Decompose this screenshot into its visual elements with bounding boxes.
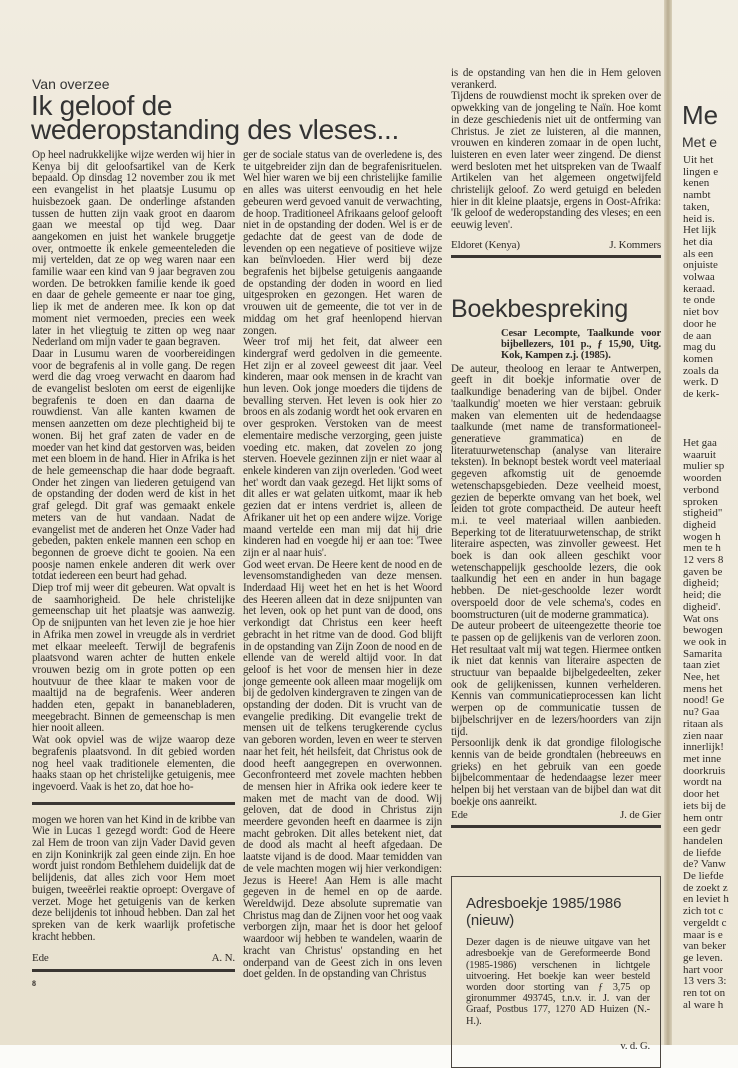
text-line: vergeldt c — [683, 916, 727, 929]
next-page-text-top — [683, 155, 719, 401]
text-line: de? Vanw — [683, 858, 726, 871]
text-line: taan ziet — [683, 659, 720, 672]
text-line: hem ontr — [683, 811, 723, 824]
column-1 — [32, 150, 235, 990]
signature — [451, 240, 661, 252]
divider — [32, 802, 235, 805]
paragraph: Weer trof mij het feit, dat alweer een kindergraf werd gedolven in die gemeente. Het zijn er al zoveel geweest dit jaar. Veel kinderen, maar ook mensen in de kracht van hun leven. Ook jonge moeders die tijdens de bevalling sterven. Het leven is ook hier zo broos en als zodanig wordt het ook ervaren en over gesproken. Verstoken van de meest elementaire medische verzorging, geen juiste voeding etc. maken, dat zovelen zo jong sterven. Hoevele gezinnen zijn er niet waar al enkele kinderen van zijn overleden. 'God weet het' wordt dan vaak gezegd. Het lijkt soms of dit alles er wat gelaten uitkomt, maar ik heb gezien dat er intens verdriet is, alleen de Afrikaner uit het op een andere wijze. Vorige maand vertelde een man mij dat hij drie kinderen had en voegde hij er aan toe: 'Twee zijn er al naar huis'. — [243, 336, 442, 559]
title-line: wederopstanding des vleses... — [31, 114, 399, 145]
text-line: ritaan als — [683, 717, 724, 730]
text-line: woorden — [683, 472, 722, 485]
text-line: zien naar — [683, 729, 723, 742]
text-line: maar is e — [683, 928, 723, 941]
article-column-2 — [243, 150, 442, 981]
text-line: mag du — [683, 341, 716, 354]
text-line: mulier sp — [683, 460, 725, 473]
text-line: waaruit — [683, 448, 716, 461]
next-page-text-bottom — [683, 438, 729, 1011]
text-line: ren tot on — [683, 987, 726, 1000]
text-line: Samarita — [683, 647, 723, 660]
text-line: ge leven. — [683, 951, 723, 964]
text-line: handelen — [683, 834, 723, 847]
text-line: verbond — [683, 483, 720, 496]
text-line: stigheid" — [683, 507, 723, 520]
article-column-3 — [451, 68, 661, 232]
signature — [451, 810, 661, 822]
paragraph: Op heel nadrukkelijke wijze werden wij hier in Kenya bij dit geloofsartikel van de Kerk bepaald. Op dinsdag 12 november zou ik met een evangelist in het plaatsje Lusumu op huisbezoek gaan. De onderlinge afstanden tussen de hutten zijn vaak groot en daarom gaan we meestal op tijd weg. Daar aangekomen en juist het wankele bruggetje over, ontmoette ik enkele gemeenteleden die mij vertelden, dat ze op weg waren naar een familie waar een kind van 9 jaar begraven zou worden. De betrokken familie kende ik goed en daar de gehele gemeente er naar toe ging, liep ik met de anderen mee. Ik kon op dat moment niet vermoeden, precies een week later in het vliegtuig te zitten op weg naar Nederland om mijn vader te gaan begraven. — [32, 149, 235, 349]
text-line: digheid; — [683, 577, 720, 590]
text-line: Wat ons — [683, 612, 719, 625]
text-line: Uit het — [683, 154, 714, 166]
notice-title-line: Adresboekje 1985/1986 — [466, 895, 622, 913]
text-line: de liefde — [683, 846, 722, 859]
text-line: doorkruis — [683, 764, 726, 777]
text-line: we ook in — [683, 635, 727, 648]
book-info: Cesar Lecompte, Taalkunde voor bijbellezers, 101 p., ƒ 15,90, Uitg. Kok, Kampen z.j. (1985). — [501, 327, 661, 362]
notice-box — [451, 876, 661, 1067]
text-line: bewogen — [683, 624, 723, 637]
text-line: keraad. — [683, 282, 716, 295]
notice-signature: v. d. G. — [620, 1040, 650, 1052]
text-line: sproken — [683, 495, 718, 508]
paragraph: Daar in Lusumu waren de voorbereidingen voor de begrafenis al in volle gang. De regen werd die dag vroeg verwacht en daarom had de evangelist besloten om eerst de eigenlijke begrafenis te doen en dan daarna de rouwdienst. Van alle kanten kwamen de mensen aanzetten om deze plechtigheid bij te wonen. Bij het graf zaten de vader en de moeder van het kind dat gestorven was, beiden met een bloem in de hand. Hier in Afrika is het de hele gemeenschap die haar dode begraaft. Onder het zingen van liederen getuigend van de opstanding der doden werd de kist in het graf gelegd. Dit graf was gemaakt enkele meters van de hut vandaan. Nadat de evangelist met de anderen het Onze Vader had gebeden, pakten enkele mannen een schop en begonnen de groeve dicht te gooien. Na een poosje namen enkele anderen dit werk over totdat iedereen een beurt had gehad. — [32, 347, 235, 583]
paragraph: De auteur, theoloog en leraar te Antwerpen, geeft in dit boekje informatie over de taalkundige benadering van de bijbel. Onder 'taalkundig' moeten we hier verstaan: gebruik maken van elementen uit de hedendaagse taalkunde (met name de transformationeel-generatieve grammatica) en de literatuurwetenschap (analyse van literaire teksten). In beknopt bestek wordt veel materiaal gegeven afkomstig uit de genoemde wetenschapsgebieden. Deze veelheid moest, gezien de beperkte omvang van het boek, wel leiden tot grote compactheid. De auteur heeft m.i. te veel materiaal willen aanbieden. Beperking tot de literatuurwetenschap, de strikt literaire aspecten, was zinvoller geweest. Het boek is dan ook alleen geschikt voor wetenschappelijk geschoolde lezers, die ook taalkundig het een en ander in hun bagage hebben. De niet-geschoolde lezer wordt overspoeld door de vele schema's, codes en boomstructuren (uit de moderne grammatica). — [451, 362, 661, 621]
text-line: 12 vers 8 — [683, 554, 724, 567]
signature-place: Eldoret (Kenya) — [451, 238, 520, 251]
article-title — [31, 90, 399, 145]
text-line: innerlijk! — [683, 741, 724, 754]
magazine-page-right — [672, 0, 738, 1045]
paragraph: Wat ook opviel was de wijze waarop deze begrafenis plaatsvond. In dit gebied worden nog heel vaak traditionele elementen, die haaks staan op het christelijke getuigenis, mee ingevoerd. Vaak is het zo, dat hoe ho- — [32, 734, 235, 793]
notice-title-line: (nieuw) — [466, 912, 515, 930]
text-line: lingen e — [683, 165, 719, 178]
text-line: door het — [683, 788, 720, 801]
text-line: de kerk- — [683, 388, 720, 401]
text-line: digheid'. — [683, 600, 721, 613]
text-line: nood! Ge — [683, 694, 725, 707]
text-line: al ware h — [683, 998, 724, 1011]
paragraph: ger de sociale status van de overledene is, des te uitgebreider zijn dan de begrafenisrituelen. Wel hier waren we bij een christelijke familie en alles was uiterst eenvoudig en het hele gebeuren werd gevoed vanuit de verwachting, de hoop. Traditioneel Afrikaans geloof gelooft niet in de opstanding der doden. Wel is er de gedachte dat de geest van de dode de levenden op een negatieve of positieve wijze kan beïnvloeden. Hier werd bij deze begrafenis het bijbelse getuigenis aangaande de opstanding der doden in woord en lied uitgesproken en gezongen. Het waren de vrouwen uit de gemeente, die tot ver in de middag om het graf heenlopend hiervan zongen. — [243, 149, 442, 337]
text-line: van beker — [683, 940, 727, 953]
text-line: iets bij de — [683, 799, 726, 812]
column-3 — [451, 68, 661, 1068]
signature-author: J. de Gier — [620, 809, 661, 822]
text-line: nambt — [683, 189, 711, 202]
text-line: en leviet h — [683, 893, 729, 906]
page-number: 8 — [32, 979, 36, 989]
text-line: het dia — [683, 235, 713, 248]
text-line: gaven be — [683, 565, 723, 578]
text-line: Het lijk — [683, 224, 717, 237]
text-line: een gedr — [683, 823, 721, 836]
text-line: te onde — [683, 294, 716, 307]
text-line: zich tot c — [683, 905, 724, 918]
divider — [451, 825, 661, 828]
paragraph: Persoonlijk denk ik dat grondige filologische kennis van de beide grondtalen (hebreeuws en grieks) en het gebruik van een goede bijbelcommentaar de hedendaagse lezer meer helpen bij het verstaan van de bijbel dan wat dit boekje ons aanreikt. — [451, 737, 661, 808]
paragraph: God weet ervan. De Heere kent de nood en de levensomstandigheden van deze mensen. Inderdaad Hij weet het en het is het Woord des Heeren alleen dat in deze snijpunten van het leven, ook op het punt van de dood, ons verkondigt dat Christus een keer heeft gebracht in het ritme van de dood. God blijft in de opstanding van Zijn Zoon de nood en de ellende van de wereld altijd voor. In dat geloof is het voor de mensen hier in deze jonge gemeente ook alleen maar mogelijk om bij de gedolven kindergraven te zingen van de opstanding der doden. Dit is vrucht van de evangelie prediking. Dit evangelie trekt de mensen uit de telkens terugkerende cyclus van geboren worden, leven en weer te sterven naar het feit, hét heilsfeit, dat Christus ook de dood heeft aangegrepen en overwonnen. Geconfronteerd met zovele machten hebben de mensen hier in Afrika ook iedere keer te maken met de macht van de dood. Wij geloven, dat de dood in Christus zijn meerdere gevonden heeft en daarmee is zijn macht gebroken. Dit alles betekent niet, dat de dood als macht al heeft afgedaan. De laatste vijand is de dood. Maar temidden van de vele machten mogen wij hier verkondigen: Jezus is Heere! Aan Hem is alle macht gegeven in de hemel en op de aarde. Wereldwijd. Deze absolute suprematie van Christus mag dan de Zijnen voor het oog vaak verborgen zijn, maar het is door het geloof waardoor wij hebben te wandelen, waarin de kracht van Christus' opstanding en het onderpand van de Geest zich in ons leven doet gelden. In de opstanding van Christus — [243, 558, 442, 981]
signature-author: A. N. — [211, 952, 235, 965]
text-line: 13 vers 3: — [683, 975, 727, 988]
text-line: heid is. — [683, 212, 715, 225]
text-line: door he — [683, 317, 717, 330]
review-heading: Boekbespreking — [451, 294, 629, 323]
text-line: mens het — [683, 682, 723, 695]
review-body — [451, 364, 661, 809]
text-line: niet bov — [683, 306, 719, 319]
text-line: nu? Gaa — [683, 706, 720, 719]
text-line: volwaa — [683, 271, 715, 284]
signature-place: Ede — [32, 952, 49, 965]
text-line: men te h — [683, 542, 721, 555]
text-line: als een — [683, 247, 714, 260]
divider — [451, 255, 661, 258]
text-line: zoals da — [683, 364, 719, 377]
signature-author: J. Kommers — [609, 238, 661, 251]
text-line: taken, — [683, 200, 710, 213]
next-page-subheading: Met e — [682, 134, 718, 150]
text-line: kenen — [683, 177, 710, 190]
title-line: Ik geloof de — [31, 90, 173, 121]
text-line: de aan — [683, 329, 712, 342]
signature-place: Ede — [451, 809, 468, 822]
signature — [32, 953, 235, 965]
text-line: werk. D — [683, 376, 719, 389]
next-page-heading: Me — [682, 100, 719, 130]
paragraph: is de opstanding van hen die in Hem geloven verankerd. — [451, 67, 661, 91]
divider — [32, 969, 235, 972]
text-line: de zoekt z — [683, 881, 728, 894]
paragraph: De auteur probeert de uiteengezette theorie toe te passen op de gelijkenis van de verloren zoon. Het resultaat valt mij wat tegen. Hiermee ontken ik niet dat kennis van literaire aspecten de structuur van bepaalde bijbelgedeelten, zeker ook de gelijkenissen, kunnen verhelderen. Kennis van communicatieprocessen kan licht werpen op de communicatie tussen de bijbelschrijver en de lezers/hoorders van zijn tijd. — [451, 620, 661, 738]
notice-title — [466, 895, 650, 929]
page-spine — [664, 0, 672, 1045]
text-line: digheid — [683, 518, 716, 531]
notice-text: Dezer dagen is de nieuwe uitgave van het adresboekje van de Gereformeerde Bond (1985-1986) verschenen in lichtgele uitvoering. Het boekje kan weer besteld worden door storting van ƒ 3,75 op gironummer 493745, t.n.v. ir. J. van der Graaf, Postbus 177, 1270 AD Huizen (N.-H.). — [466, 937, 650, 1027]
text-line: hart voor — [683, 963, 724, 976]
paragraph: Tijdens de rouwdienst mocht ik spreken over de opwekking van de jongeling te Naïn. Hoe komt in deze geschiedenis niet uit de ontferming van Christus. Je ziet ze luisteren, al die mannen, vrouwen en kinderen zomaar in de open lucht, luisteren en even later weer zingend. De dienst werd besloten met het uitspreken van de Twaalf Artikelen van het algemeen ongetwijfeld christelijk geloof. Zo werd getuigd en beleden hier in dit kleine plaatsje, ergens in Oost-Afrika: 'Ik geloof de wederopstanding des vleses; en een eeuwig leven'. — [451, 90, 661, 232]
paragraph: Diep trof mij weer dit gebeuren. Wat opvalt is de saamhorigheid. De hele christelijke gemeenschap uit het plaatsje was aanwezig. Op de snijpunten van het leven zie je hoe hier in Afrika men zowel in vreugde als in verdriet met elkaar meeleeft. Terwijl de begrafenis plaatsvond waren achter de hutten enkele vrouwen bezig om in grote potten op een houtvuur de thee klaar te maken voor de maaltijd na de begrafenis. Weer anderen hadden eten, gepakt in bananebladeren, meegebracht. Binnen de gemeenschap is men hier nooit alleen. — [32, 582, 235, 735]
text-line: met inne — [683, 752, 722, 765]
text-line: Nee, het — [683, 671, 720, 684]
article-column-1 — [32, 150, 235, 794]
text-line: wogen h — [683, 530, 721, 543]
text-line: De liefde — [683, 870, 724, 883]
section-kicker: Van overzee — [32, 76, 110, 92]
text-line: heid; die — [683, 589, 722, 602]
text-line: wordt na — [683, 776, 722, 789]
text-line: onjuiste — [683, 259, 718, 272]
text-line: komen — [683, 352, 713, 365]
meditation-ending — [32, 815, 235, 944]
text-line: Het gaa — [683, 437, 717, 449]
paragraph: mogen we horen van het Kind in de kribbe van Wie in Lucas 1 gezegd wordt: God de Heere zal Hem de troon van zijn Vader David geven en zijn Koninkrijk zal geen einde zijn. En hoe wordt juist rondom Bethlehem duidelijk dat de belijdenis, dat alles zich voor Hem moet buigen, tweeërlei reaktie oproept: Overgave of verzet. Moge het getuigenis van de kerken deze belijdenis tot inhoud hebben. Dan zal het spreken van de kerk waarlijk profetische kracht hebben. — [32, 813, 235, 943]
